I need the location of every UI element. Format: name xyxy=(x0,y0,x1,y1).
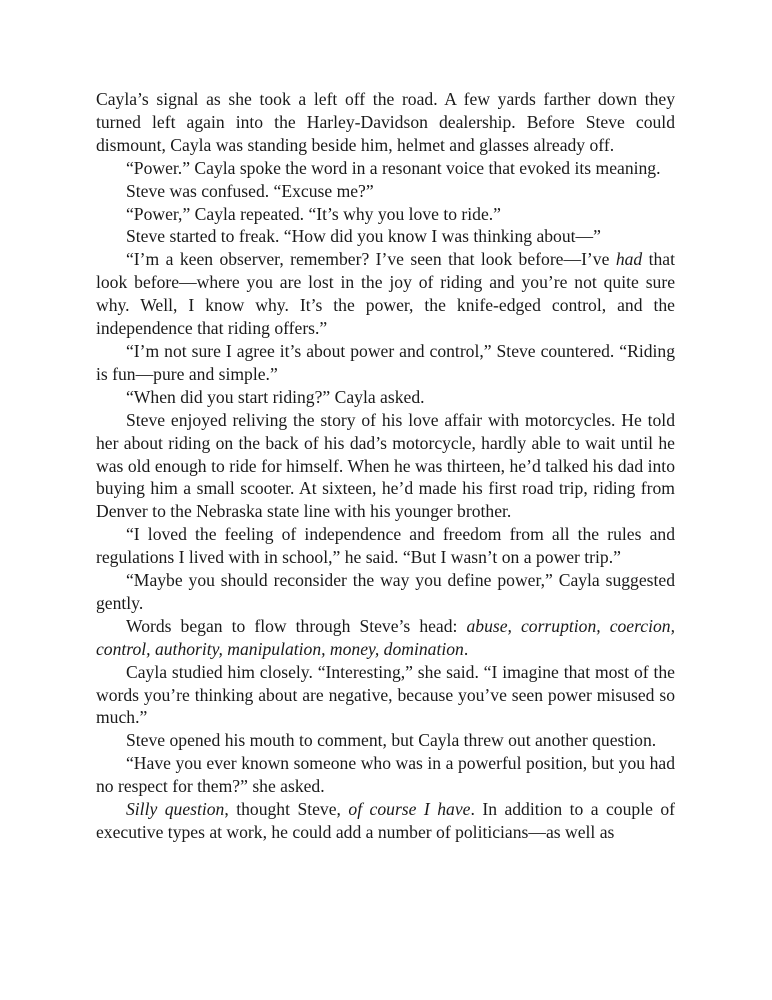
text-run: Words began to flow through Steve’s head: xyxy=(126,615,467,636)
text-run: “Power,” Cayla repeated. “It’s why you love to ride.” xyxy=(126,203,501,224)
paragraph xyxy=(96,340,675,386)
paragraph xyxy=(96,729,675,752)
text-run: Cayla’s signal as she took a left off the road. A few yards farther down they turned left again into the Harley-Davidson dealership. Before Steve could dismount, Cayla was standing beside him, helmet and glasses already off. xyxy=(96,89,675,155)
paragraph xyxy=(96,157,675,180)
paragraph xyxy=(96,523,675,569)
italic-text: abuse, corruption, coercion, control, authority, manipulation, money, domination xyxy=(96,615,675,659)
text-run: . xyxy=(463,638,469,659)
book-page-body xyxy=(96,88,675,844)
text-run: “Have you ever known someone who was in a powerful position, but you had no respect for them?” she asked. xyxy=(96,753,675,797)
text-run: Steve opened his mouth to comment, but Cayla threw out another question. xyxy=(126,730,657,751)
paragraph xyxy=(96,569,675,615)
text-run: Steve started to freak. “How did you know I was thinking about—” xyxy=(126,226,601,247)
paragraph xyxy=(96,386,675,409)
italic-text: Silly question xyxy=(126,799,225,820)
paragraph xyxy=(96,203,675,226)
italic-text: of course I have xyxy=(348,799,471,820)
paragraph xyxy=(96,180,675,203)
text-run: Steve enjoyed reliving the story of his love affair with motorcycles. He told her about riding on the back of his dad’s motorcycle, hardly able to wait until he was old enough to ride for himself. When he was thirteen, he’d talked his dad into buying him a small scooter. At sixteen, he’d made his first road trip, riding from Denver to the Nebraska state line with his younger brother. xyxy=(96,409,675,522)
paragraph xyxy=(96,409,675,524)
text-run: “When did you start riding?” Cayla asked. xyxy=(126,386,425,407)
text-run: “Power.” Cayla spoke the word in a resonant voice that evoked its meaning. xyxy=(126,157,661,178)
paragraph xyxy=(96,752,675,798)
text-run: . In addition to a couple of executive types at work, he could add a number of politicians—as well as xyxy=(96,799,676,842)
paragraph xyxy=(96,248,675,340)
italic-text: had xyxy=(615,249,643,270)
paragraph xyxy=(96,615,675,661)
text-run: that look before—where you are lost in the joy of riding and you’re not quite sure why. Well, I know why. It’s the power, the knife-edged control, and the independence that riding offers.” xyxy=(96,249,675,339)
text-run: “Maybe you should reconsider the way you define power,” Cayla suggested gently. xyxy=(96,570,675,613)
text-run: Cayla studied him closely. “Interesting,” she said. “I imagine that most of the words you’re thinking about are negative, because you’ve seen power misused so much.” xyxy=(96,661,675,728)
paragraph xyxy=(96,88,675,157)
text-run: “I’m not sure I agree it’s about power and control,” Steve countered. “Riding is fun—pure and simple.” xyxy=(96,340,675,384)
paragraph xyxy=(96,661,675,730)
paragraph xyxy=(96,798,675,844)
paragraph xyxy=(96,225,675,248)
text-run: “I’m a keen observer, remember? I’ve seen that look before—I’ve xyxy=(126,249,616,270)
text-run: Steve was confused. “Excuse me?” xyxy=(126,180,374,201)
text-run: , thought Steve, xyxy=(224,799,349,820)
text-run: “I loved the feeling of independence and freedom from all the rules and regulations I lived with in school,” he said. “But I wasn’t on a power trip.” xyxy=(96,524,675,568)
